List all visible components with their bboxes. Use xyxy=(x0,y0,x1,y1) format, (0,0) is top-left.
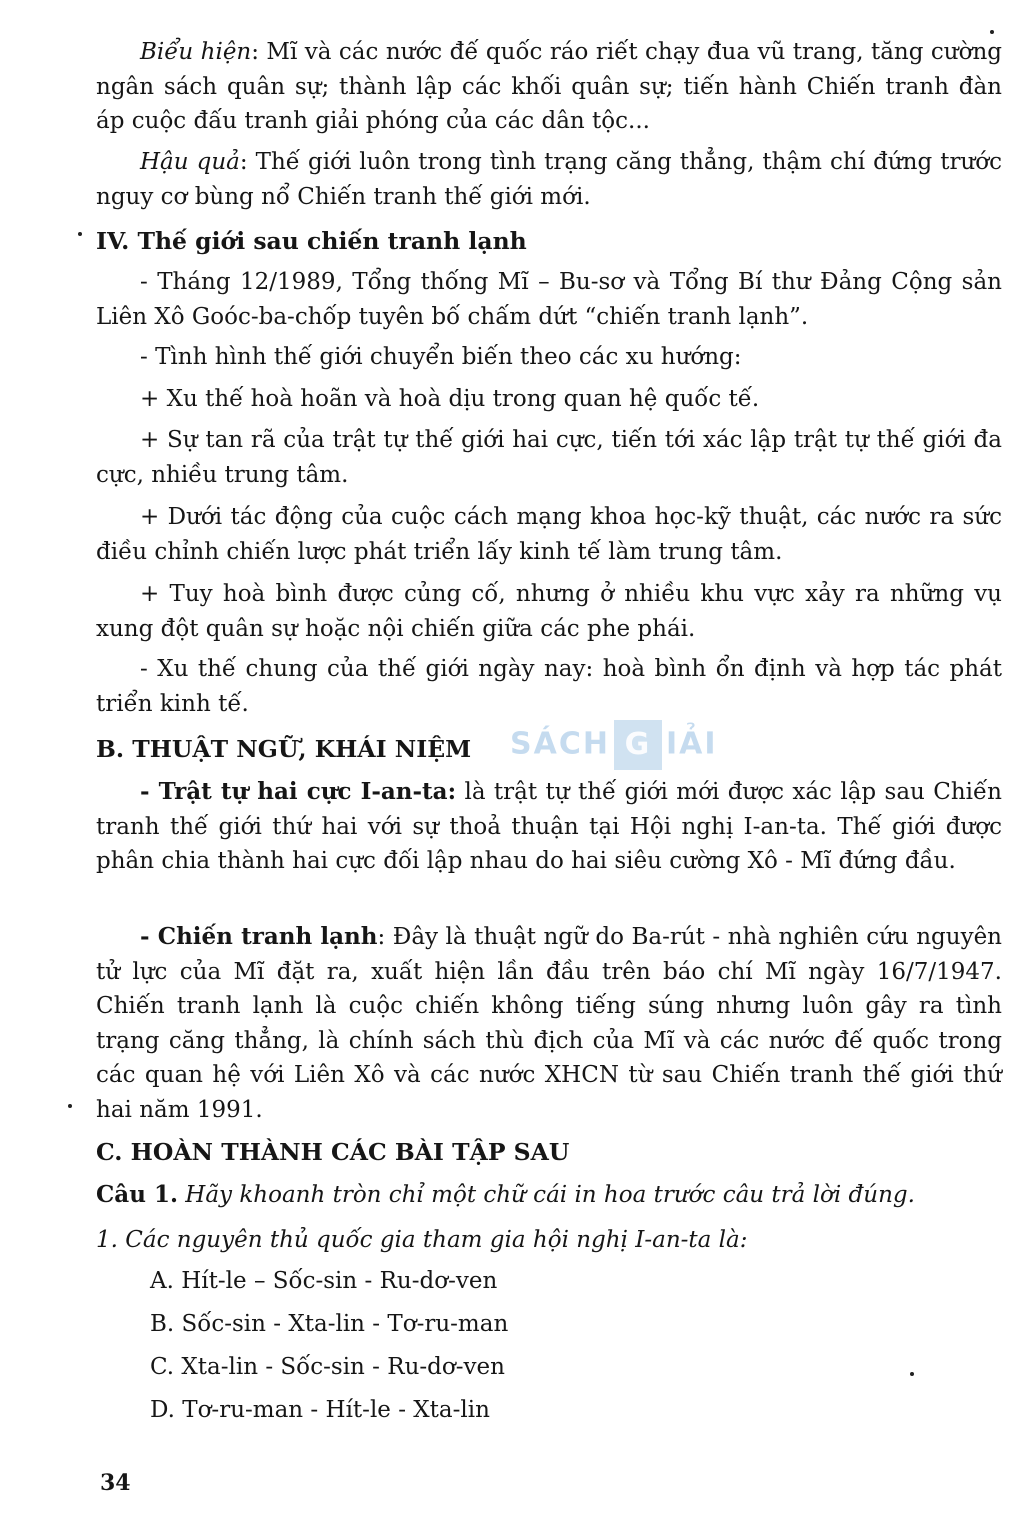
heading-section-c: C. HOÀN THÀNH CÁC BÀI TẬP SAU xyxy=(96,1138,570,1166)
option-b: B. Sốc-sin - Xta-lin - Tơ-ru-man xyxy=(150,1311,509,1337)
question-1-instruction: Câu 1. Hãy khoanh tròn chỉ một chữ cái in hoa trước câu trả lời đúng. xyxy=(96,1181,915,1208)
watermark-logo: SÁCH G IẢI xyxy=(510,720,718,770)
heading-section-iv: IV. Thế giới sau chiến tranh lạnh xyxy=(96,227,527,255)
page-number: 34 xyxy=(100,1470,131,1496)
bullet-iv-3: + Dưới tác động của cuộc cách mạng khoa học-kỹ thuật, các nước ra sức điều chỉnh chiến lược phát triển lấy kinh tế làm trung tâm. xyxy=(96,504,1002,565)
scan-speck xyxy=(68,1104,72,1108)
option-a: A. Hít-le – Sốc-sin - Ru-dơ-ven xyxy=(150,1268,498,1294)
term-trat-tu-hai-cuc: - Trật tự hai cực I-an-ta: là trật tự thế giới mới được xác lập sau Chiến tranh thế giới thứ hai với sự thoả thuận tại Hội nghị I-an-ta. Thế giới được phân chia thành hai cực đối lập nhau do hai siêu cường Xô - Mĩ đứng đầu. xyxy=(96,778,1002,874)
paragraph-iv-3: - Xu thế chung của thế giới ngày nay: hoà bình ổn định và hợp tác phát triển kinh tế. xyxy=(96,656,1002,717)
scan-speck xyxy=(990,30,994,34)
paragraph-iv-1: - Tháng 12/1989, Tổng thống Mĩ – Bu-sơ và Tổng Bí thư Đảng Cộng sản Liên Xô Goóc-ba-chốp tuyên bố chấm dứt “chiến tranh lạnh”. xyxy=(96,269,1002,330)
term-label-2: - Chiến tranh lạnh xyxy=(140,923,378,950)
bullet-iv-4: + Tuy hoà bình được củng cố, nhưng ở nhiều khu vực xảy ra những vụ xung đột quân sự hoặc nội chiến giữa các phe phái. xyxy=(96,581,1002,642)
question-text: 1. Các nguyên thủ quốc gia tham gia hội nghị I-an-ta là: xyxy=(96,1227,748,1253)
question-1-label: Câu 1. xyxy=(96,1181,178,1208)
label-hau-qua: Hậu quả xyxy=(140,149,240,175)
scan-speck xyxy=(78,232,82,236)
option-d: D. Tơ-ru-man - Hít-le - Xta-lin xyxy=(150,1397,490,1423)
paragraph-hau-qua: Hậu quả: Thế giới luôn trong tình trạng căng thẳng, thậm chí đứng trước nguy cơ bùng nổ Chiến tranh thế giới mới. xyxy=(96,149,1002,210)
bullet-iv-1: + Xu thế hoà hoãn và hoà dịu trong quan hệ quốc tế. xyxy=(140,386,760,412)
scan-speck xyxy=(910,1372,914,1376)
paragraph-bieu-hien: Biểu hiện: Mĩ và các nước đế quốc ráo riết chạy đua vũ trang, tăng cường ngân sách quân sự; thành lập các khối quân sự; tiến hành Chiến tranh đàn áp cuộc đấu tranh giải phóng của các dân tộc... xyxy=(96,39,1002,134)
label-bieu-hien: Biểu hiện xyxy=(140,39,252,65)
option-c: C. Xta-lin - Sốc-sin - Ru-dơ-ven xyxy=(150,1354,505,1380)
bullet-iv-2: + Sự tan rã của trật tự thế giới hai cực, tiến tới xác lập trật tự thế giới đa cực, nhiều trung tâm. xyxy=(96,427,1002,488)
term-chien-tranh-lanh: - Chiến tranh lạnh: Đây là thuật ngữ do Ba-rút - nhà nghiên cứu nguyên tử lực của Mĩ đặt ra, xuất hiện lần đầu trên báo chí Mĩ ngày 16/7/1947. Chiến tranh lạnh là cuộc chiến không tiếng súng nhưng luôn gây ra tình trạng căng thẳng, là chính sách thù địch của Mĩ và các nước đế quốc trong các quan hệ với Liên Xô và các nước XHCN từ sau Chiến tranh thế giới thứ hai năm 1991. xyxy=(96,923,1002,1123)
heading-section-b: B. THUẬT NGỮ, KHÁI NIỆM xyxy=(96,735,472,763)
paragraph-iv-2: - Tình hình thế giới chuyển biến theo các xu hướng: xyxy=(140,344,742,370)
term-label-1: - Trật tự hai cực I-an-ta: xyxy=(140,778,457,805)
